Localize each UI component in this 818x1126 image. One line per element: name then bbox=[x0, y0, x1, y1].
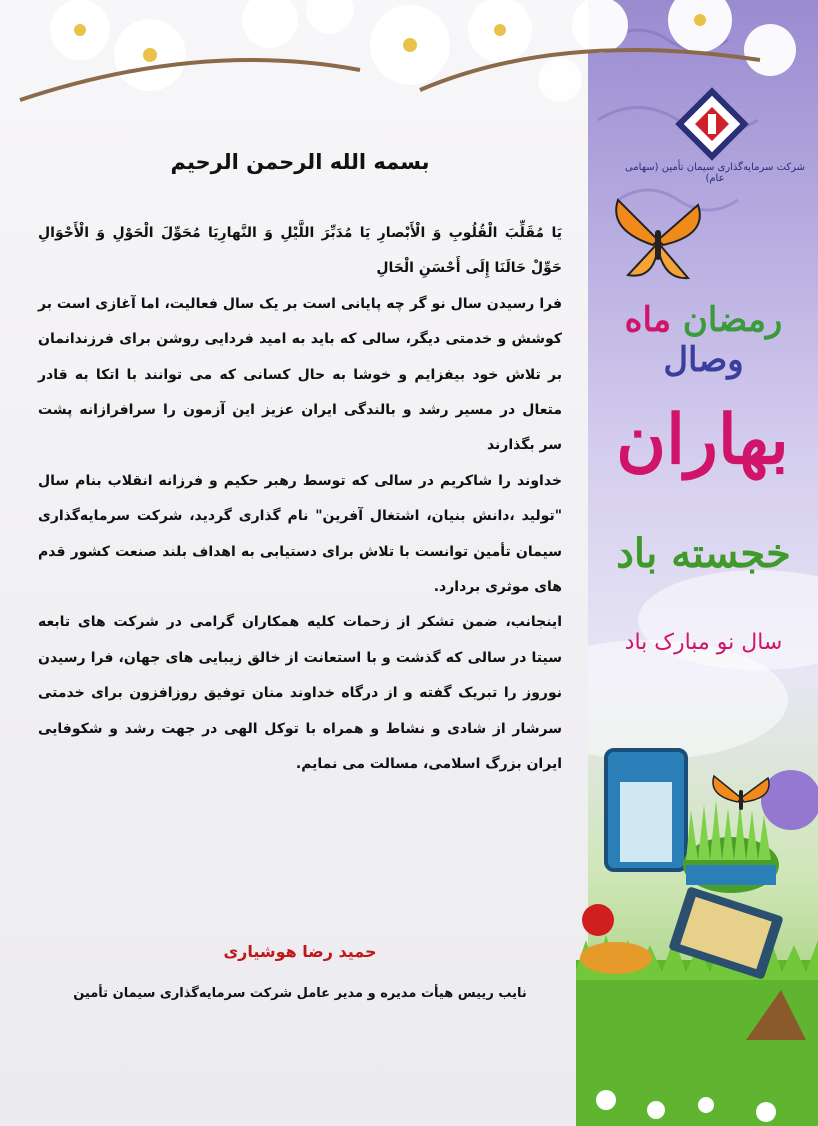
butterfly-icon bbox=[706, 768, 776, 828]
ramadan-banner-text bbox=[596, 300, 811, 380]
paragraph-thanks: خداوند را شاکریم در سالی که توسط رهبر حکیم و فرزانه انقلاب بنام سال "تولید ،دانش بنیان، اشتغال آفرین" نام گذاری گردید، شرکت سرمایه‌گذاری سیمان تأمین توانست با تلاش برای دستیابی به اهداف بلند صنعت کشور قدم های موثری بردارد. bbox=[38, 472, 562, 596]
paragraph-new-year: فرا رسیدن سال نو گر چه پایانی است بر یک سال فعالیت، اما آغازی است بر کوشش و خدمتی دیگر، سالی که باید به امید فردایی روشن برای فرزندانمان بر تلاش خود بیفزایم و خوشا به حال کسانی که می توانند با اتکا به قادر متعال در مسیر رشد و بالندگی ایران عزیز این آزمون را سرافرازانه پشت سر بگذارند bbox=[38, 295, 562, 454]
butterfly-icon bbox=[608, 190, 708, 290]
spring-banner-text: بهاران bbox=[616, 400, 789, 480]
new-year-greeting: سال نو مبارک باد bbox=[624, 630, 783, 655]
nowruz-haftsin-scene bbox=[576, 740, 818, 1126]
blessed-banner-text: خجسته باد bbox=[616, 530, 791, 577]
letter-title: بسمه الله الرحمن الرحیم bbox=[170, 150, 430, 174]
company-logo-caption: شرکت سرمایه‌گذاری سیمان تأمین (سهامی عام) bbox=[624, 162, 806, 184]
letter-body bbox=[38, 216, 562, 783]
union-word: وصال bbox=[663, 340, 744, 380]
signer-name: حمید رضا هوشیاری bbox=[223, 942, 377, 961]
ramadan-word: رمضان bbox=[682, 300, 783, 340]
month-word: ماه bbox=[624, 300, 672, 340]
signer-title: نایب رییس هیأت مدیره و مدیر عامل شرکت سرمایه‌گذاری سیمان تأمین bbox=[73, 986, 527, 1001]
paragraph-congratulations: اینجانب، ضمن تشکر از زحمات کلیه همکاران گرامی در شرکت های تابعه سیتا در سالی که گذشت و با استعانت از خالق زیبایی های جهان، فرا رسیدن نوروز را تبریک گفته و از درگاه خداوند منان توفیق روزافزون برای خدمتی سرشار از شادی و نشاط و همراه با توکل الهی در جهت رشد و شکوفایی ایران بزرگ اسلامی، مسالت می نمایم. bbox=[38, 614, 562, 773]
company-logo-icon bbox=[672, 84, 752, 164]
opening-prayer: یَا مُقَلِّبَ الْقُلُوبِ وَ الْأَبْصارِ یَا مُدَبِّرَ اللَّیْلِ وَ النَّهارِیَا مُحَوِّلَ الْحَوْلِ وَ الْأَحْوَالِ حَوِّلْ حَالَنَا إِلَى أَحْسَنِ الْحَالِ bbox=[38, 225, 562, 277]
